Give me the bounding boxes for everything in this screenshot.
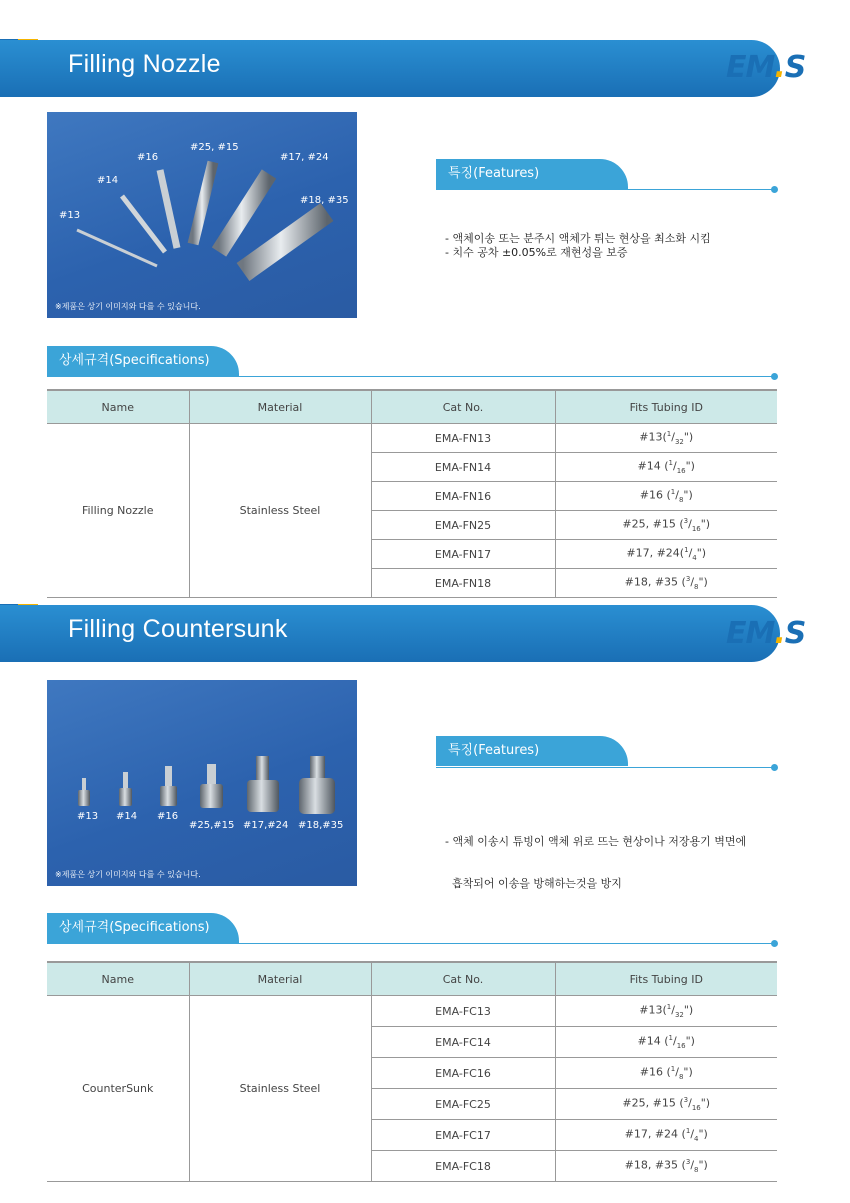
product-photo — [47, 112, 357, 318]
cat-no: EMA-FN16 — [371, 482, 555, 511]
tubing-id: #18, #35 $(^3/_8")$ — [555, 1151, 777, 1182]
feature-item: 흡착되어 이송을 방해하는것을 방지 — [445, 877, 622, 890]
cat-no: EMA-FC13 — [371, 996, 555, 1027]
nozzle-16 — [160, 170, 177, 248]
product-material: Stainless Steel — [189, 996, 371, 1182]
col-fits-tubing: Fits Tubing ID — [555, 390, 777, 424]
col-cat-no: Cat No. — [371, 962, 555, 996]
cat-no: EMA-FN17 — [371, 540, 555, 569]
photo-label: #13 — [77, 811, 99, 822]
features-list — [445, 807, 746, 919]
ems-logo: EM.S — [726, 616, 806, 651]
table-row — [47, 996, 777, 1027]
nozzle-13 — [77, 230, 157, 266]
photo-label: #14 — [116, 811, 138, 822]
specs-tab: 상세규격(Specifications) — [47, 913, 239, 943]
photo-caption: ※제품은 상기 이미지와 다를 수 있습니다. — [55, 870, 201, 879]
photo-label: #14 — [97, 175, 119, 186]
countersunk-illustration — [47, 680, 357, 886]
section-title: Filling Nozzle — [68, 50, 221, 78]
cat-no: EMA-FN13 — [371, 424, 555, 453]
cat-no: EMA-FN14 — [371, 453, 555, 482]
fitting-14 — [119, 772, 132, 806]
fitting-18-35 — [299, 756, 335, 814]
cat-no: EMA-FC18 — [371, 1151, 555, 1182]
fitting-13 — [78, 778, 90, 806]
cat-no: EMA-FC14 — [371, 1027, 555, 1058]
feature-item: - 액체이송 또는 분주시 액체가 튀는 현상을 최소화 시킴 — [445, 232, 711, 245]
table-header — [47, 962, 777, 996]
photo-label: #17, #24 — [280, 152, 329, 163]
product-material: Stainless Steel — [189, 424, 371, 598]
product-name: CounterSunk — [47, 996, 189, 1182]
tubing-id: #16 $(^1/_8")$ — [555, 1058, 777, 1089]
tubing-id: #16 $(^1/_8")$ — [555, 482, 777, 511]
photo-label: #16 — [157, 811, 179, 822]
col-material: Material — [189, 962, 371, 996]
specs-rule — [47, 376, 775, 377]
nozzle-14 — [122, 196, 165, 252]
photo-label: #18, #35 — [300, 195, 349, 206]
section-title: Filling Countersunk — [68, 615, 288, 643]
tubing-id: #14 $(^1/_{16}")$ — [555, 453, 777, 482]
col-name: Name — [47, 962, 189, 996]
tubing-id: $\#13(^1/_{32}")$ — [555, 424, 777, 453]
features-tab: 특징(Features) — [436, 159, 628, 189]
cat-no: EMA-FN18 — [371, 569, 555, 598]
cat-no: EMA-FC17 — [371, 1120, 555, 1151]
specs-rule — [47, 943, 775, 944]
nozzle-17-24 — [219, 174, 269, 252]
col-fits-tubing: Fits Tubing ID — [555, 962, 777, 996]
features-rule — [436, 189, 775, 190]
ems-logo: EM.S — [726, 50, 806, 85]
nozzle-25-15 — [193, 162, 213, 244]
col-material: Material — [189, 390, 371, 424]
section-banner — [0, 40, 780, 97]
product-name: Filling Nozzle — [47, 424, 189, 598]
nozzle-18-35 — [243, 212, 327, 272]
product-photo — [47, 680, 357, 886]
photo-label: #25,#15 — [189, 820, 235, 831]
cat-no: EMA-FC25 — [371, 1089, 555, 1120]
fitting-25-15 — [200, 764, 223, 808]
tubing-id: #25, #15 $(^3/_{16}")$ — [555, 511, 777, 540]
specs-table — [47, 961, 777, 1182]
photo-label: #13 — [59, 210, 81, 221]
tubing-id: $\#13(^1/_{32}")$ — [555, 996, 777, 1027]
photo-label: #18,#35 — [298, 820, 344, 831]
feature-item: - 치수 공차 ±0.05%로 재현성을 보증 — [445, 246, 628, 259]
tubing-id: #17, $\#24(^1/_4")$ — [555, 540, 777, 569]
specs-tab: 상세규격(Specifications) — [47, 346, 239, 376]
features-rule — [436, 767, 775, 768]
fitting-17-24 — [247, 756, 279, 812]
photo-label: #25, #15 — [190, 142, 239, 153]
features-tab: 특징(Features) — [436, 736, 628, 766]
specs-table — [47, 389, 777, 598]
tubing-id: #18, #35 $(^3/_8")$ — [555, 569, 777, 598]
photo-label: #16 — [137, 152, 159, 163]
col-cat-no: Cat No. — [371, 390, 555, 424]
feature-item: - 액체 이송시 튜빙이 액체 위로 뜨는 현상이나 저장용기 벽면에 — [445, 835, 747, 848]
cat-no: EMA-FN25 — [371, 511, 555, 540]
cat-no: EMA-FC16 — [371, 1058, 555, 1089]
section-banner — [0, 605, 780, 662]
features-list — [445, 232, 711, 260]
table-row — [47, 424, 777, 453]
col-name: Name — [47, 390, 189, 424]
tubing-id: #14 $(^1/_{16}")$ — [555, 1027, 777, 1058]
tubing-id: #25, #15 $(^3/_{16}")$ — [555, 1089, 777, 1120]
photo-caption: ※제품은 상기 이미지와 다를 수 있습니다. — [55, 302, 201, 311]
tubing-id: #17, #24 $(^1/_4")$ — [555, 1120, 777, 1151]
table-header — [47, 390, 777, 424]
fitting-16 — [160, 766, 177, 806]
photo-label: #17,#24 — [243, 820, 289, 831]
